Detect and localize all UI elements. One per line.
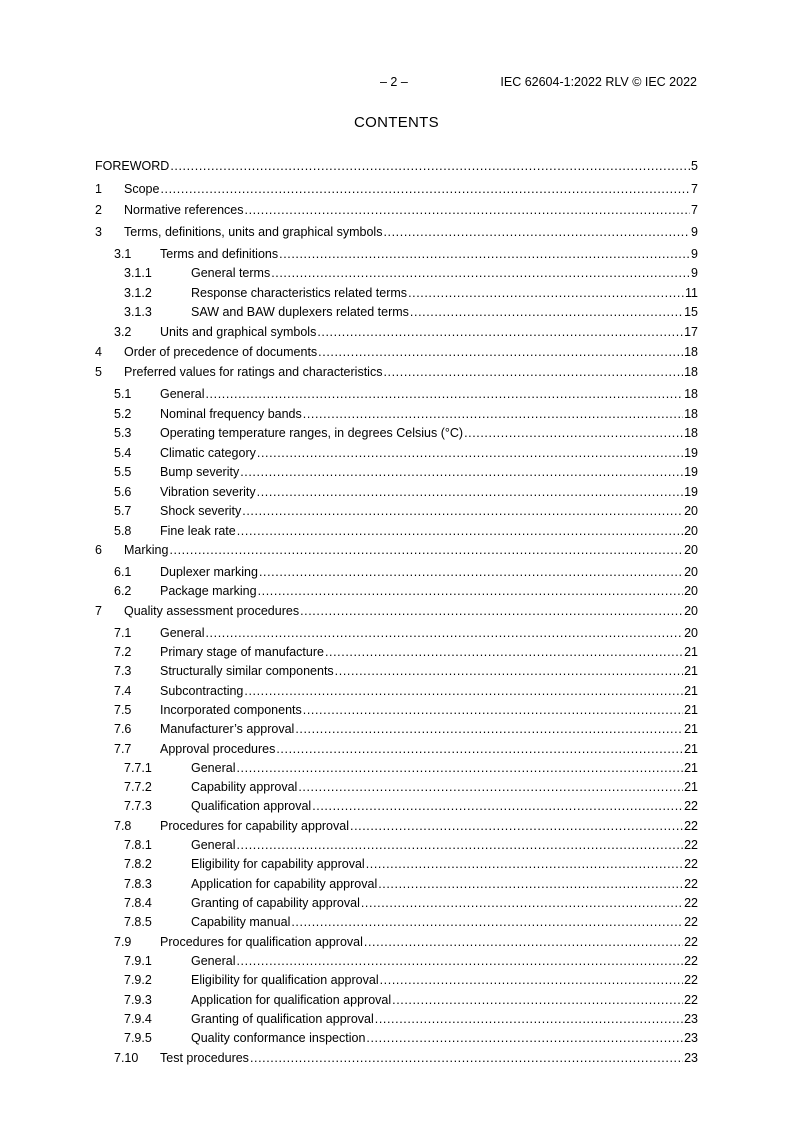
toc-entry-title: Marking xyxy=(124,543,169,557)
toc-entry-page: 22 xyxy=(684,857,698,871)
toc-entry-page: 20 xyxy=(684,543,698,557)
toc-entry-page: 20 xyxy=(684,604,698,618)
toc-entry-title: Quality assessment procedures xyxy=(124,604,300,618)
toc-entry-page: 21 xyxy=(684,742,698,756)
toc-entry-page: 20 xyxy=(684,504,698,518)
page-number-header: – 2 – xyxy=(380,75,408,89)
toc-dot-leader xyxy=(258,583,684,599)
toc-dot-leader xyxy=(257,445,683,461)
toc-entry-title: Primary stage of manufacture xyxy=(160,645,324,659)
toc-entry-number: 3.1.1 xyxy=(124,266,152,280)
toc-entry[interactable] xyxy=(95,760,698,776)
toc-entry-page: 21 xyxy=(684,722,698,736)
toc-entry[interactable] xyxy=(95,406,698,422)
toc-entry-title: Quality conformance inspection xyxy=(191,1031,366,1045)
toc-entry-title: Approval procedures xyxy=(160,742,276,756)
toc-dot-leader xyxy=(169,542,683,558)
toc-entry-page: 21 xyxy=(684,780,698,794)
toc-entry-number: 1 xyxy=(95,182,102,196)
toc-dot-leader xyxy=(380,972,683,988)
toc-dot-leader xyxy=(350,818,683,834)
toc-entry[interactable] xyxy=(95,856,698,872)
toc-entry-title: Response characteristics related terms xyxy=(191,286,408,300)
document-reference-header: IEC 62604-1:2022 RLV © IEC 2022 xyxy=(500,75,697,89)
toc-entry-number: 3.1 xyxy=(114,247,132,261)
toc-entry-page: 22 xyxy=(684,935,698,949)
toc-entry-number: 7.7.1 xyxy=(124,761,152,775)
toc-entry-number: 3.1.3 xyxy=(124,305,152,319)
toc-entry-title: General xyxy=(160,387,205,401)
toc-entry[interactable] xyxy=(95,837,698,853)
toc-dot-leader xyxy=(236,837,683,853)
toc-dot-leader xyxy=(378,876,683,892)
toc-entry-page: 20 xyxy=(684,626,698,640)
toc-entry[interactable] xyxy=(95,972,698,988)
toc-dot-leader xyxy=(366,1030,683,1046)
toc-entry-page: 20 xyxy=(684,565,698,579)
toc-entry-title: Incorporated components xyxy=(160,703,302,717)
toc-entry-page: 15 xyxy=(684,305,698,319)
toc-entry-number: 7.8.1 xyxy=(124,838,152,852)
toc-entry-number: 6 xyxy=(95,543,102,557)
toc-entry-title: Application for qualification approval xyxy=(191,993,392,1007)
toc-dot-leader xyxy=(170,158,690,174)
toc-entry-page: 22 xyxy=(684,819,698,833)
toc-entry-title: Procedures for capability approval xyxy=(160,819,349,833)
toc-entry-number: 5.4 xyxy=(114,446,132,460)
toc-entry-title: Vibration severity xyxy=(160,485,256,499)
toc-entry-title: Units and graphical symbols xyxy=(160,325,317,339)
toc-dot-leader xyxy=(383,364,683,380)
toc-entry-page: 23 xyxy=(684,1012,698,1026)
toc-entry-number: 6.2 xyxy=(114,584,132,598)
toc-entry-number: 4 xyxy=(95,345,102,359)
toc-dot-leader xyxy=(364,934,683,950)
toc-dot-leader xyxy=(325,644,683,660)
toc-entry-page: 20 xyxy=(684,584,698,598)
toc-entry-number: 5.7 xyxy=(114,504,132,518)
toc-dot-leader xyxy=(236,760,683,776)
toc-dot-leader xyxy=(244,683,683,699)
toc-dot-leader xyxy=(205,386,683,402)
toc-entry[interactable] xyxy=(95,344,698,360)
toc-entry-title: General xyxy=(191,761,236,775)
toc-entry-page: 23 xyxy=(684,1051,698,1065)
toc-entry-page: 19 xyxy=(684,465,698,479)
toc-entry[interactable] xyxy=(95,224,698,240)
toc-entry[interactable] xyxy=(95,934,698,950)
toc-entry-page: 20 xyxy=(684,524,698,538)
toc-entry-title: Package marking xyxy=(160,584,257,598)
toc-dot-leader xyxy=(375,1011,683,1027)
toc-entry-title: Shock severity xyxy=(160,504,242,518)
toc-entry[interactable] xyxy=(95,876,698,892)
toc-entry-number: 7.8.5 xyxy=(124,915,152,929)
toc-entry-number: 7.10 xyxy=(114,1051,139,1065)
toc-dot-leader xyxy=(303,406,683,422)
toc-entry[interactable] xyxy=(95,464,698,480)
toc-dot-leader xyxy=(257,484,683,500)
toc-entry-title: Terms, definitions, units and graphical symbols xyxy=(124,225,383,239)
toc-entry-number: 7.9.5 xyxy=(124,1031,152,1045)
toc-entry-number: 3 xyxy=(95,225,102,239)
toc-entry-page: 19 xyxy=(684,485,698,499)
toc-entry[interactable] xyxy=(95,1050,698,1066)
page-title: CONTENTS xyxy=(354,114,439,131)
toc-entry-number: 5.3 xyxy=(114,426,132,440)
toc-entry[interactable] xyxy=(95,953,698,969)
toc-entry-title: Capability approval xyxy=(191,780,298,794)
toc-entry-number: 7.9.4 xyxy=(124,1012,152,1026)
toc-entry-title: Bump severity xyxy=(160,465,240,479)
toc-entry[interactable] xyxy=(95,445,698,461)
toc-entry[interactable] xyxy=(95,364,698,380)
toc-entry-page: 18 xyxy=(684,365,698,379)
toc-entry-page: 22 xyxy=(684,973,698,987)
toc-dot-leader xyxy=(317,324,683,340)
toc-entry-title: Duplexer marking xyxy=(160,565,258,579)
toc-entry-number: 7.2 xyxy=(114,645,132,659)
toc-entry-title: Eligibility for qualification approval xyxy=(191,973,379,987)
toc-entry[interactable] xyxy=(95,818,698,834)
toc-entry-number: 7 xyxy=(95,604,102,618)
toc-entry[interactable] xyxy=(95,564,698,580)
toc-entry-page: 22 xyxy=(684,877,698,891)
toc-dot-leader xyxy=(335,663,683,679)
toc-dot-leader xyxy=(276,741,683,757)
toc-entry-number: 5.8 xyxy=(114,524,132,538)
toc-entry[interactable] xyxy=(95,265,698,281)
toc-entry-number: 7.7.3 xyxy=(124,799,152,813)
toc-entry[interactable] xyxy=(95,779,698,795)
toc-entry[interactable] xyxy=(95,304,698,320)
toc-entry-page: 21 xyxy=(684,645,698,659)
toc-entry-title: SAW and BAW duplexers related terms xyxy=(191,305,409,319)
toc-entry-page: 22 xyxy=(684,915,698,929)
toc-dot-leader xyxy=(242,503,683,519)
toc-entry[interactable] xyxy=(95,663,698,679)
toc-entry-title: FOREWORD xyxy=(95,159,170,173)
toc-entry[interactable] xyxy=(95,721,698,737)
toc-entry-page: 22 xyxy=(684,993,698,1007)
toc-entry-page: 7 xyxy=(691,182,698,196)
toc-entry-title: Structurally similar components xyxy=(160,664,334,678)
toc-entry-page: 17 xyxy=(684,325,698,339)
toc-dot-leader xyxy=(271,265,690,281)
toc-dot-leader xyxy=(312,798,683,814)
toc-dot-leader xyxy=(279,246,690,262)
toc-entry-title: Terms and definitions xyxy=(160,247,279,261)
toc-entry-title: Subcontracting xyxy=(160,684,244,698)
toc-entry-page: 21 xyxy=(684,664,698,678)
toc-entry-number: 7.9 xyxy=(114,935,132,949)
toc-entry[interactable] xyxy=(95,324,698,340)
toc-entry-title: Application for capability approval xyxy=(191,877,378,891)
toc-entry-number: 7.4 xyxy=(114,684,132,698)
toc-entry-page: 18 xyxy=(684,387,698,401)
toc-entry-number: 7.6 xyxy=(114,722,132,736)
toc-entry-number: 7.8.3 xyxy=(124,877,152,891)
toc-entry-page: 22 xyxy=(684,799,698,813)
toc-entry-title: Capability manual xyxy=(191,915,291,929)
toc-dot-leader xyxy=(237,523,683,539)
toc-entry[interactable] xyxy=(95,895,698,911)
toc-entry-number: 5.5 xyxy=(114,465,132,479)
toc-entry[interactable] xyxy=(95,425,698,441)
toc-entry-title: General xyxy=(160,626,205,640)
toc-entry-title: Granting of capability approval xyxy=(191,896,360,910)
toc-dot-leader xyxy=(250,1050,683,1066)
toc-entry[interactable] xyxy=(95,683,698,699)
toc-dot-leader xyxy=(366,856,683,872)
toc-entry[interactable] xyxy=(95,1011,698,1027)
toc-entry-number: 7.8 xyxy=(114,819,132,833)
toc-entry-title: Fine leak rate xyxy=(160,524,236,538)
toc-entry[interactable] xyxy=(95,202,698,218)
toc-entry[interactable] xyxy=(95,702,698,718)
toc-entry-title: Climatic category xyxy=(160,446,256,460)
toc-entry-title: Granting of qualification approval xyxy=(191,1012,374,1026)
toc-dot-leader xyxy=(295,721,683,737)
toc-dot-leader xyxy=(300,603,683,619)
toc-entry-title: Operating temperature ranges, in degrees Celsius (°C) xyxy=(160,426,464,440)
toc-entry-page: 9 xyxy=(691,266,698,280)
toc-entry-number: 5.1 xyxy=(114,387,132,401)
toc-entry-number: 2 xyxy=(95,203,102,217)
toc-entry-number: 7.9.2 xyxy=(124,973,152,987)
toc-entry-page: 21 xyxy=(684,703,698,717)
toc-entry[interactable] xyxy=(95,386,698,402)
toc-entry-page: 22 xyxy=(684,896,698,910)
toc-entry-number: 7.8.4 xyxy=(124,896,152,910)
toc-dot-leader xyxy=(361,895,683,911)
toc-dot-leader xyxy=(464,425,683,441)
toc-entry[interactable] xyxy=(95,523,698,539)
toc-entry-page: 11 xyxy=(685,286,698,300)
toc-dot-leader xyxy=(240,464,683,480)
toc-entry-page: 18 xyxy=(684,345,698,359)
toc-entry-title: Preferred values for ratings and characteristics xyxy=(124,365,383,379)
toc-entry-page: 19 xyxy=(684,446,698,460)
toc-entry-page: 9 xyxy=(691,247,698,261)
toc-entry[interactable] xyxy=(95,246,698,262)
toc-entry-title: Manufacturer’s approval xyxy=(160,722,295,736)
toc-entry-title: Test procedures xyxy=(160,1051,249,1065)
toc-dot-leader xyxy=(291,914,683,930)
toc-entry-title: Normative references xyxy=(124,203,244,217)
toc-entry-number: 5.6 xyxy=(114,485,132,499)
toc-entry-page: 18 xyxy=(684,407,698,421)
toc-entry-number: 7.8.2 xyxy=(124,857,152,871)
toc-entry-number: 7.7 xyxy=(114,742,132,756)
toc-entry[interactable] xyxy=(95,603,698,619)
toc-entry-page: 21 xyxy=(684,684,698,698)
toc-entry[interactable] xyxy=(95,741,698,757)
toc-entry-number: 3.1.2 xyxy=(124,286,152,300)
toc-entry[interactable] xyxy=(95,625,698,641)
toc-entry-page: 7 xyxy=(691,203,698,217)
toc-entry-number: 7.7.2 xyxy=(124,780,152,794)
toc-entry-title: Qualification approval xyxy=(191,799,312,813)
toc-entry-number: 7.9.3 xyxy=(124,993,152,1007)
toc-dot-leader xyxy=(318,344,683,360)
toc-entry-page: 9 xyxy=(691,225,698,239)
toc-entry-number: 5 xyxy=(95,365,102,379)
toc-dot-leader xyxy=(236,953,683,969)
toc-entry[interactable] xyxy=(95,542,698,558)
toc-entry[interactable] xyxy=(95,503,698,519)
toc-entry-page: 21 xyxy=(684,761,698,775)
toc-entry-number: 5.2 xyxy=(114,407,132,421)
toc-dot-leader xyxy=(383,224,690,240)
toc-entry-page: 18 xyxy=(684,426,698,440)
toc-entry[interactable] xyxy=(95,484,698,500)
toc-entry-number: 7.3 xyxy=(114,664,132,678)
toc-dot-leader xyxy=(205,625,683,641)
toc-entry-title: General xyxy=(191,838,236,852)
toc-entry-number: 3.2 xyxy=(114,325,132,339)
toc-dot-leader xyxy=(160,181,690,197)
toc-dot-leader xyxy=(245,202,691,218)
toc-dot-leader xyxy=(259,564,683,580)
toc-entry[interactable] xyxy=(95,583,698,599)
toc-dot-leader xyxy=(298,779,683,795)
toc-entry[interactable] xyxy=(95,992,698,1008)
toc-entry-title: Procedures for qualification approval xyxy=(160,935,363,949)
toc-entry-page: 22 xyxy=(684,954,698,968)
toc-entry[interactable] xyxy=(95,158,698,174)
toc-entry-number: 6.1 xyxy=(114,565,132,579)
toc-entry[interactable] xyxy=(95,285,698,301)
toc-entry-number: 7.9.1 xyxy=(124,954,152,968)
toc-dot-leader xyxy=(408,285,684,301)
toc-entry[interactable] xyxy=(95,1030,698,1046)
toc-entry[interactable] xyxy=(95,644,698,660)
toc-entry[interactable] xyxy=(95,914,698,930)
toc-entry-number: 7.1 xyxy=(114,626,132,640)
toc-entry-title: Scope xyxy=(124,182,160,196)
toc-dot-leader xyxy=(410,304,683,320)
toc-entry[interactable] xyxy=(95,798,698,814)
toc-entry-title: Order of precedence of documents xyxy=(124,345,318,359)
toc-dot-leader xyxy=(303,702,683,718)
toc-entry[interactable] xyxy=(95,181,698,197)
toc-entry-page: 22 xyxy=(684,838,698,852)
toc-dot-leader xyxy=(392,992,683,1008)
toc-entry-page: 5 xyxy=(691,159,698,173)
toc-entry-page: 23 xyxy=(684,1031,698,1045)
toc-entry-title: General xyxy=(191,954,236,968)
toc-entry-title: Eligibility for capability approval xyxy=(191,857,365,871)
toc-entry-number: 7.5 xyxy=(114,703,132,717)
toc-entry-title: General terms xyxy=(191,266,271,280)
toc-entry-title: Nominal frequency bands xyxy=(160,407,302,421)
